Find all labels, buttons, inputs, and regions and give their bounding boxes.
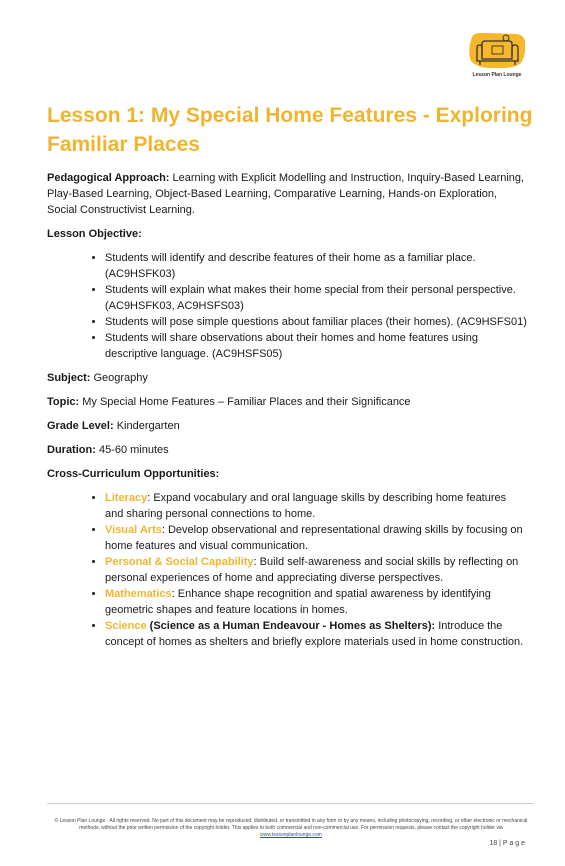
objective-label: Lesson Objective: <box>47 228 142 240</box>
objective-list <box>47 250 527 362</box>
objective-item: • Students will pose simple questions about familiar places (their homes). (AC9HSFS01) <box>105 314 527 330</box>
footer-copyright <box>50 818 532 839</box>
cross-item-label: Science <box>105 620 147 632</box>
website-link[interactable]: www.lessonplanlounge.com <box>260 832 322 838</box>
cross-item-text: : Build self-awareness and social skills by reflecting on personal experiences of home and appreciating diverse perspectives. <box>105 556 519 584</box>
cross-item-label: Visual Arts <box>105 524 162 536</box>
cross-item-text: : Develop observational and representational drawing skills by focusing on home features and visual communication. <box>105 524 523 552</box>
duration-line <box>47 442 527 458</box>
cross-item <box>105 522 527 554</box>
lesson-content <box>47 170 527 658</box>
cross-item-label: Literacy <box>105 492 148 504</box>
topic-line <box>47 394 527 410</box>
pedagogical-text: Learning with Explicit Modelling and Instruction, Inquiry-Based Learning, Play-Based Learning, Object-Based Learning, Comparative Learning, Hands-on Exploration, Social Constructivist Learning. <box>47 172 525 216</box>
topic-value: My Special Home Features – Familiar Places and their Significance <box>79 396 411 408</box>
copyright-text: © Lesson Plan Lounge - All rights reserved. No part of this document may be reproduced, distributed, or transmitted in any form or by any means, including photocopying, recording, or other electronic or mechanical methods, without the prior written permission of the copyright holder. This applies to both commercial and non-commercial use. For permission requests, please contact the copyright holder via <box>54 818 528 831</box>
pedagogical-label: Pedagogical Approach: <box>47 172 170 184</box>
topic-label: Topic: <box>47 396 80 408</box>
cross-label: Cross-Curriculum Opportunities: <box>47 468 220 480</box>
cross-item <box>105 554 527 586</box>
subject-label: Subject: <box>47 372 91 384</box>
cross-item-text: Introduce the concept of homes as shelters and briefly explore materials used in home construction. <box>105 620 524 648</box>
objective-heading <box>47 226 527 242</box>
cross-item <box>105 618 527 650</box>
footer-divider <box>47 803 534 804</box>
grade-line <box>47 418 527 434</box>
objective-item: • Students will share observations about their homes and home features using descriptive language. (AC9HSFS05) <box>105 330 527 362</box>
duration-label: Duration: <box>47 444 96 456</box>
cross-item-text: : Enhance shape recognition and spatial awareness by identifying geometric shapes and feature locations in homes. <box>105 588 491 616</box>
cross-item-text: : Expand vocabulary and oral language skills by describing home features and sharing personal connections to home. <box>105 492 507 520</box>
duration-value: 45-60 minutes <box>95 444 169 456</box>
grade-label: Grade Level: <box>47 420 114 432</box>
cross-item <box>105 490 527 522</box>
cross-item-sublabel: (Science as a Human Endeavour - Homes as Shelters): <box>146 620 436 632</box>
subject-value: Geography <box>90 372 148 384</box>
cross-item-label: Mathematics <box>105 588 172 600</box>
cross-heading <box>47 466 527 482</box>
cross-list <box>47 490 527 650</box>
subject-line <box>47 370 527 386</box>
cross-item-label: Personal & Social Capability <box>105 556 254 568</box>
cross-item <box>105 586 527 618</box>
page-number: 18 | P a g e <box>489 840 525 847</box>
objective-item: • Students will explain what makes their home special from their personal perspective. (AC9HSFK03, AC9HSFS03) <box>105 282 527 314</box>
pedagogical-approach <box>47 170 527 218</box>
grade-value: Kindergarten <box>113 420 180 432</box>
logo-caption: Lesson Plan Lounge <box>472 72 522 78</box>
objective-item: • Students will identify and describe features of their home as a familiar place. (AC9HSFK03) <box>105 250 527 282</box>
lesson-title: Lesson 1: My Special Home Features - Exploring Familiar Places <box>47 104 533 156</box>
